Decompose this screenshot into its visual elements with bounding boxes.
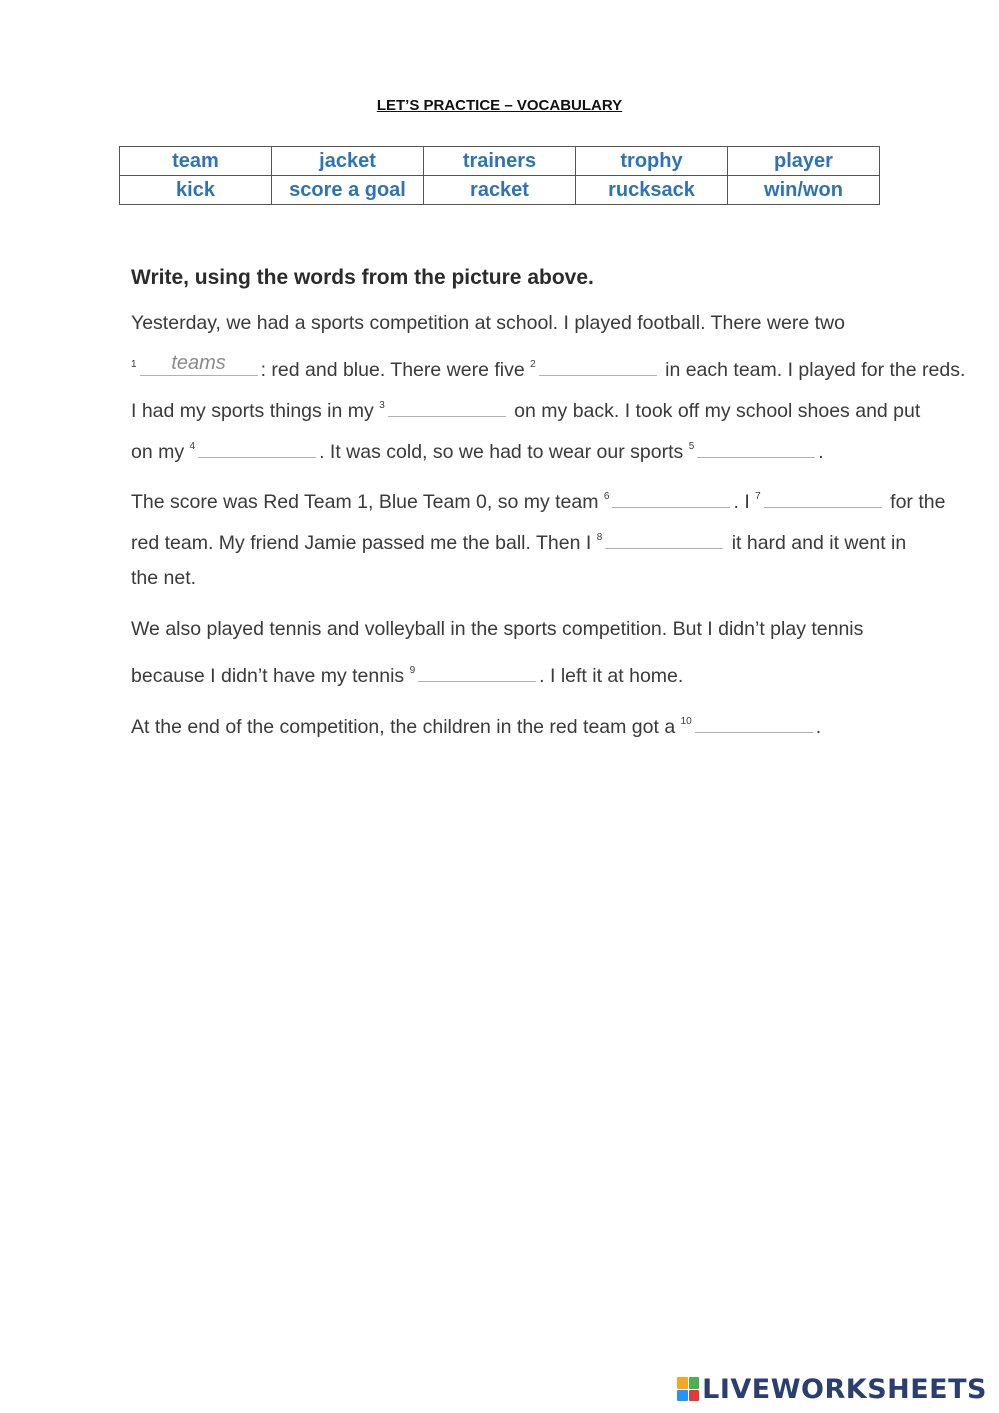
vocabulary-table bbox=[119, 146, 880, 205]
vocab-word: trainers bbox=[424, 147, 576, 176]
gap-number: 4 bbox=[189, 441, 196, 452]
text-line bbox=[131, 609, 941, 650]
text: We also played tennis and volleyball in the sports competition. But I didn’t play tennis bbox=[131, 618, 864, 640]
text: on my bbox=[131, 441, 185, 463]
answer-gap-8[interactable] bbox=[605, 526, 723, 549]
vocab-word: rucksack bbox=[576, 176, 728, 205]
text: Yesterday, we had a sports competition at school. I played football. There were two bbox=[131, 312, 845, 334]
answer-gap-5[interactable] bbox=[697, 435, 815, 458]
answer-gap-3[interactable] bbox=[388, 394, 506, 417]
text: because I didn’t have my tennis bbox=[131, 665, 405, 687]
vocab-word: team bbox=[120, 147, 272, 176]
gap-number: 6 bbox=[603, 491, 610, 502]
vocab-word: kick bbox=[120, 176, 272, 205]
answer-gap-2[interactable] bbox=[539, 353, 657, 376]
text-line bbox=[131, 558, 941, 599]
page-title: LET’S PRACTICE – VOCABULARY bbox=[376, 97, 623, 114]
text-line bbox=[131, 650, 941, 691]
text-line bbox=[131, 701, 941, 742]
answer-gap-4[interactable] bbox=[198, 435, 316, 458]
gap-number: 5 bbox=[688, 441, 695, 452]
vocab-word: trophy bbox=[576, 147, 728, 176]
paragraph-3 bbox=[131, 609, 941, 691]
text-line bbox=[131, 303, 941, 344]
liveworksheets-logo bbox=[677, 1372, 987, 1406]
text-line bbox=[131, 385, 941, 426]
text: I had my sports things in my bbox=[131, 400, 374, 422]
gap-number: 10 bbox=[680, 716, 692, 727]
paragraph-2 bbox=[131, 476, 946, 599]
text-line bbox=[131, 344, 966, 385]
answer-gap-10[interactable] bbox=[695, 710, 813, 733]
answer-gap-7[interactable] bbox=[764, 485, 882, 508]
text: it hard and it went in bbox=[731, 532, 907, 554]
text: . bbox=[818, 441, 824, 463]
text: on my back. I took off my school shoes and put bbox=[514, 400, 921, 422]
gap-number: 8 bbox=[596, 532, 603, 543]
vocab-row bbox=[120, 147, 880, 176]
text: red team. My friend Jamie passed me the ball. Then I bbox=[131, 532, 592, 554]
instruction-heading: Write, using the words from the picture above. bbox=[131, 266, 594, 289]
text: . bbox=[815, 716, 822, 738]
text: : red and blue. There were five bbox=[260, 359, 525, 381]
text: The score was Red Team 1, Blue Team 0, so my team bbox=[131, 491, 599, 513]
gap-number: 9 bbox=[409, 665, 416, 676]
text: . I bbox=[733, 491, 750, 513]
logo-text: LIVEWORKSHEETS bbox=[702, 1373, 987, 1405]
example-answer: teams bbox=[171, 352, 226, 374]
logo-mark-icon bbox=[677, 1377, 699, 1401]
gap-number: 3 bbox=[379, 400, 385, 411]
text: At the end of the competition, the children in the red team got a bbox=[131, 716, 676, 738]
vocab-word: jacket bbox=[272, 147, 424, 176]
gap-number: 1 bbox=[131, 359, 137, 370]
gap-number: 2 bbox=[530, 359, 536, 370]
text: the net. bbox=[131, 567, 197, 589]
vocab-word: win/won bbox=[728, 176, 880, 205]
vocab-row bbox=[120, 176, 880, 205]
text-line bbox=[131, 476, 946, 517]
text: in each team. I played for the reds. bbox=[665, 359, 966, 381]
text: . It was cold, so we had to wear our sports bbox=[319, 441, 684, 463]
gap-number: 7 bbox=[755, 491, 761, 502]
text-line bbox=[131, 426, 941, 467]
text: . I left it at home. bbox=[539, 665, 684, 687]
paragraph-1 bbox=[131, 303, 966, 467]
answer-gap-1[interactable] bbox=[140, 353, 258, 376]
answer-gap-9[interactable] bbox=[418, 659, 536, 682]
vocab-word: player bbox=[728, 147, 880, 176]
vocab-word: score a goal bbox=[272, 176, 424, 205]
paragraph-4 bbox=[131, 701, 941, 742]
text-line bbox=[131, 517, 941, 558]
answer-gap-6[interactable] bbox=[612, 485, 730, 508]
vocab-word: racket bbox=[424, 176, 576, 205]
text: for the bbox=[890, 491, 946, 513]
